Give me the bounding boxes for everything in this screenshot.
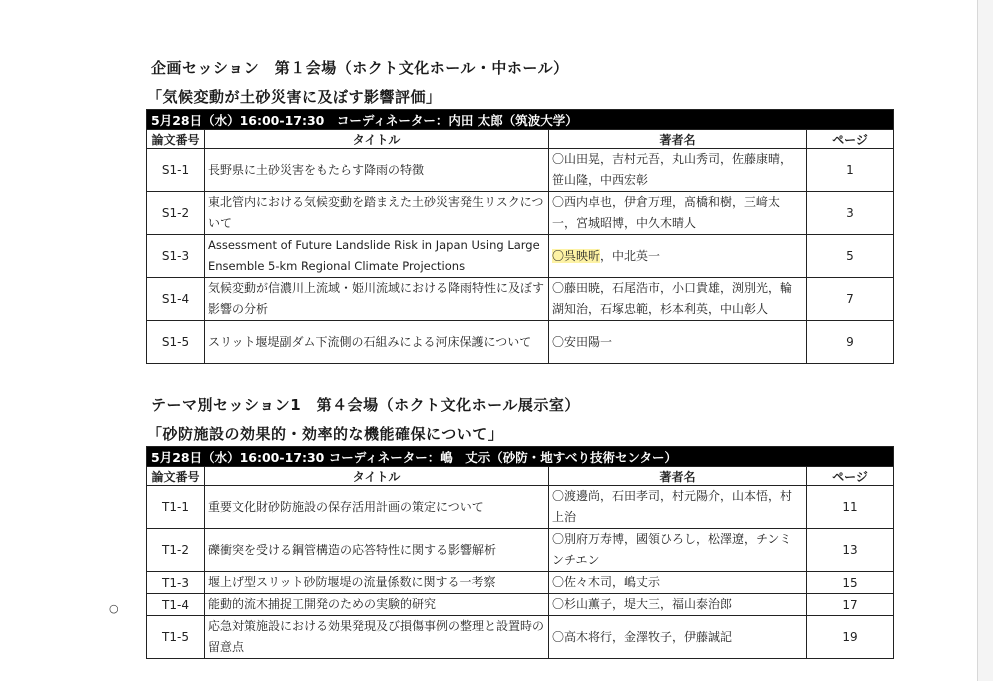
highlighted-author: 〇呉映昕 bbox=[552, 248, 601, 263]
paper-page: 11 bbox=[807, 486, 894, 529]
table-row bbox=[147, 572, 894, 594]
table-row bbox=[147, 278, 894, 321]
session-2-venue-heading: テーマ別セッション1 第４会場（ホクト文化ホール展示室） bbox=[151, 396, 580, 414]
paper-title: 重要文化財砂防施設の保存活用計画の策定について bbox=[205, 486, 549, 529]
session-1-theme-heading: 「気候変動が土砂災害に及ぼす影響評価」 bbox=[147, 88, 442, 106]
paper-page: 3 bbox=[807, 192, 894, 235]
paper-page: 19 bbox=[807, 616, 894, 659]
table-row bbox=[147, 149, 894, 192]
col-header-number: 論文番号 bbox=[147, 130, 205, 149]
paper-title: 気候変動が信濃川上流域・姫川流域における降雨特性に及ぼす影響の分析 bbox=[205, 278, 549, 321]
table-header-row bbox=[147, 467, 894, 486]
paper-number: T1-2 bbox=[147, 529, 205, 572]
paper-number: S1-2 bbox=[147, 192, 205, 235]
col-header-title: タイトル bbox=[205, 467, 549, 486]
table-row bbox=[147, 616, 894, 659]
paper-authors: 〇山田晃，吉村元吾，丸山秀司，佐藤康晴，笹山隆，中西宏彰 bbox=[549, 149, 807, 192]
paper-authors: 〇高木将行，金澤牧子，伊藤誠記 bbox=[549, 616, 807, 659]
session-1-table-wrap bbox=[146, 109, 894, 364]
paper-number: T1-5 bbox=[147, 616, 205, 659]
session-2-date-line: 5月28日（水）16:00-17:30 コーディネーター：嶋 丈示（砂防・地すべり技術センター） bbox=[147, 447, 894, 467]
table-row bbox=[147, 594, 894, 616]
paper-title: 礫衝突を受ける鋼管構造の応答特性に関する影響解析 bbox=[205, 529, 549, 572]
paper-title: 長野県に土砂災害をもたらす降雨の特徴 bbox=[205, 149, 549, 192]
page-edge-scroll-area[interactable] bbox=[977, 0, 993, 681]
paper-authors: 〇渡邊尚，石田孝司，村元陽介，山本悟，村上治 bbox=[549, 486, 807, 529]
session-1-date-line: 5月28日（水）16:00-17:30 コーディネーター：内田 太郎（筑波大学） bbox=[147, 110, 894, 130]
paper-number: S1-1 bbox=[147, 149, 205, 192]
margin-circle-mark: ○ bbox=[109, 602, 119, 615]
paper-number: T1-4 bbox=[147, 594, 205, 616]
session-2-table-wrap bbox=[146, 446, 894, 659]
paper-number: T1-1 bbox=[147, 486, 205, 529]
paper-title: 堰上げ型スリット砂防堰堤の流量係数に関する一考察 bbox=[205, 572, 549, 594]
paper-authors bbox=[549, 235, 807, 278]
paper-title: 東北管内における気候変動を踏まえた土砂災害発生リスクについて bbox=[205, 192, 549, 235]
paper-authors: 〇藤田暁，石尾浩市，小口貴雄，渕別光，輪湖知治，石塚忠範，杉本利英，中山彰人 bbox=[549, 278, 807, 321]
table-row bbox=[147, 486, 894, 529]
paper-page: 7 bbox=[807, 278, 894, 321]
paper-authors: 〇別府万寿博，國領ひろし，松澤遼，チンミンチエン bbox=[549, 529, 807, 572]
paper-number: T1-3 bbox=[147, 572, 205, 594]
paper-authors: 〇佐々木司，嶋丈示 bbox=[549, 572, 807, 594]
col-header-authors: 著者名 bbox=[549, 467, 807, 486]
col-header-authors: 著者名 bbox=[549, 130, 807, 149]
paper-title: Assessment of Future Landslide Risk in Japan Using Large Ensemble 5-km Regional Climate Projections bbox=[205, 235, 549, 278]
paper-number: S1-3 bbox=[147, 235, 205, 278]
col-header-page: ページ bbox=[807, 467, 894, 486]
paper-title: スリット堰堤副ダム下流側の石組みによる河床保護について bbox=[205, 321, 549, 364]
paper-authors: 〇杉山薫子，堤大三，福山泰治郎 bbox=[549, 594, 807, 616]
session-1-table bbox=[146, 109, 894, 364]
paper-page: 15 bbox=[807, 572, 894, 594]
table-row bbox=[147, 321, 894, 364]
paper-title: 応急対策施設における効果発現及び損傷事例の整理と設置時の留意点 bbox=[205, 616, 549, 659]
table-row bbox=[147, 529, 894, 572]
paper-number: S1-4 bbox=[147, 278, 205, 321]
col-header-title: タイトル bbox=[205, 130, 549, 149]
coauthors: ，中北英一 bbox=[600, 248, 661, 263]
table-header-row bbox=[147, 130, 894, 149]
session-2-table bbox=[146, 446, 894, 659]
col-header-number: 論文番号 bbox=[147, 467, 205, 486]
paper-page: 9 bbox=[807, 321, 894, 364]
paper-authors: 〇西内卓也，伊倉万理，髙橋和樹，三﨑太一，宮城昭博，中久木晴人 bbox=[549, 192, 807, 235]
paper-number: S1-5 bbox=[147, 321, 205, 364]
paper-title: 能動的流木捕捉工開発のための実験的研究 bbox=[205, 594, 549, 616]
paper-page: 1 bbox=[807, 149, 894, 192]
session-1-venue-heading: 企画セッション 第１会場（ホクト文化ホール・中ホール） bbox=[151, 59, 569, 77]
table-row bbox=[147, 235, 894, 278]
col-header-page: ページ bbox=[807, 130, 894, 149]
session-2-theme-heading: 「砂防施設の効果的・効率的な機能確保について」 bbox=[147, 425, 504, 443]
paper-page: 5 bbox=[807, 235, 894, 278]
table-row bbox=[147, 192, 894, 235]
paper-page: 13 bbox=[807, 529, 894, 572]
paper-authors: 〇安田陽一 bbox=[549, 321, 807, 364]
paper-page: 17 bbox=[807, 594, 894, 616]
